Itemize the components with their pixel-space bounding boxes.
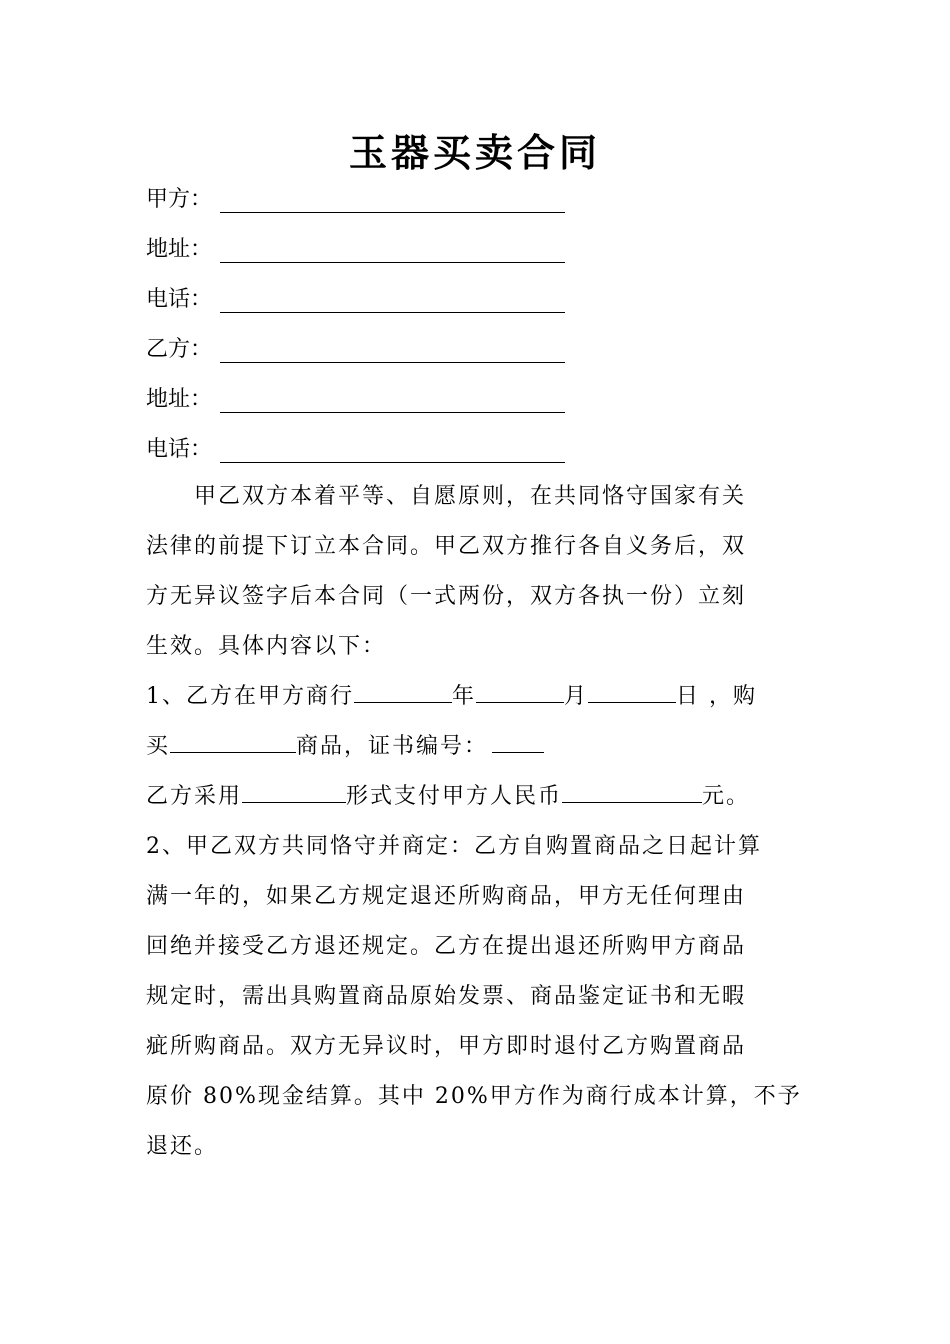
clause-2-line: 疵所购商品。双方无异议时，甲方即时退付乙方购置商品 — [146, 1034, 747, 1059]
party-a-blank-line — [220, 212, 565, 213]
day-label: 日 ，购 — [676, 684, 758, 709]
document-title: 玉器买卖合同 — [348, 130, 601, 175]
clause-1-blank-product — [170, 728, 296, 753]
intro-paragraph — [146, 472, 806, 672]
party-a-label: 甲方： — [146, 187, 213, 212]
party-b-name-field — [146, 332, 212, 368]
party-a-address-field — [146, 232, 212, 268]
party-b-address-blank-line — [220, 412, 565, 413]
party-b-phone-field — [146, 432, 212, 468]
party-a-phone-field — [146, 282, 212, 318]
clause-1-blank-year — [476, 678, 564, 703]
intro-line: 法律的前提下订立本合同。甲乙双方推行各自义务后，双 — [146, 534, 747, 559]
clause-1-line-3 — [146, 772, 806, 822]
party-a-name-field — [146, 182, 212, 218]
clause-1-blank-payment-form — [242, 778, 346, 803]
clause-1-text: 买 — [146, 734, 171, 759]
clause-1 — [146, 672, 806, 822]
month-label: 月 — [564, 684, 589, 709]
party-a-phone-label: 电话： — [146, 287, 213, 312]
clause-2 — [146, 822, 806, 1172]
clause-2-line: 满一年的，如果乙方规定退还所购商品，甲方无任何理由 — [146, 884, 747, 909]
party-a-address-blank-line — [220, 262, 565, 263]
clause-2-line: 规定时，需出具购置商品原始发票、商品鉴定证书和无暇 — [146, 984, 747, 1009]
clause-1-text: 商品，证书编号： — [296, 734, 489, 759]
intro-line: 甲乙双方本着平等、自愿原则，在共同恪守国家有关 — [146, 484, 747, 509]
party-b-label: 乙方： — [146, 337, 213, 362]
clause-1-text: 形式支付甲方人民币 — [346, 784, 563, 809]
party-b-address-field — [146, 382, 212, 418]
party-b-address-label: 地址： — [146, 387, 213, 412]
clause-2-line: 退还。 — [146, 1134, 219, 1159]
clause-2-line: 原价 80%现金结算。其中 20%甲方作为商行成本计算，不予 — [146, 1084, 802, 1109]
clause-1-text: 乙方采用 — [146, 784, 243, 809]
clause-1-text: 1、乙方在甲方商行 — [146, 684, 354, 709]
clause-2-line: 回绝并接受乙方退还规定。乙方在提出退还所购甲方商品 — [146, 934, 747, 959]
party-b-blank-line — [220, 362, 565, 363]
year-label: 年 — [452, 684, 477, 709]
clause-1-line-1 — [146, 672, 806, 722]
clause-1-blank-amount — [562, 778, 702, 803]
clause-1-blank-certificate — [492, 728, 544, 753]
clause-1-blank-month — [588, 678, 676, 703]
party-a-phone-blank-line — [220, 312, 565, 313]
clause-2-line: 2、甲乙双方共同恪守并商定：乙方自购置商品之日起计算 — [146, 834, 762, 859]
party-b-phone-blank-line — [220, 462, 565, 463]
party-b-phone-label: 电话： — [146, 437, 213, 462]
intro-line: 方无异议签字后本合同（一式两份，双方各执一份）立刻 — [146, 584, 747, 609]
intro-line: 生效。具体内容以下： — [146, 634, 387, 659]
clause-1-text: 元。 — [702, 784, 751, 809]
clause-1-blank-shop — [354, 678, 452, 703]
party-a-address-label: 地址： — [146, 237, 213, 262]
clause-1-line-2 — [146, 722, 806, 772]
